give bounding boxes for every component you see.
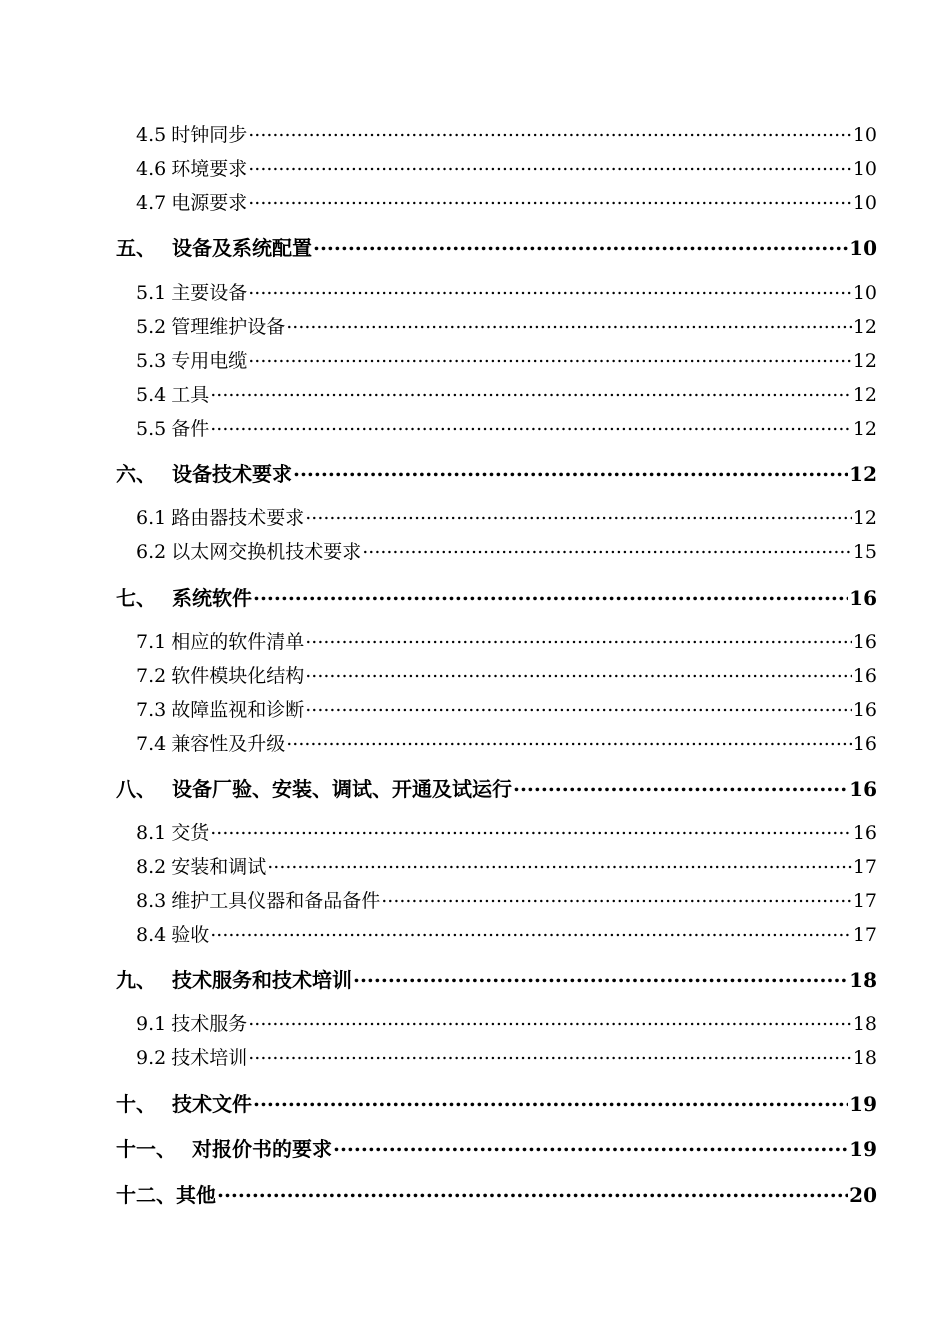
toc-entry-number: 4.6 [136, 158, 167, 180]
toc-dot-leader [248, 280, 852, 299]
toc-page-number: 16 [852, 822, 877, 844]
toc-entry-number: 4.5 [136, 124, 167, 146]
toc-entry-label [136, 818, 209, 845]
toc-page-number: 12 [852, 316, 877, 338]
toc-entry-label [136, 312, 285, 339]
toc-page-number: 17 [852, 924, 877, 946]
toc-entry-number: 9.1 [136, 1013, 167, 1035]
toc-entry-label [136, 346, 247, 373]
toc-page-number: 17 [852, 856, 877, 878]
toc-dot-leader [313, 235, 848, 255]
toc-page-number: 12 [852, 350, 877, 372]
toc-section-entry[interactable] [136, 278, 877, 305]
toc-dot-leader [248, 1011, 852, 1030]
toc-entry-label [136, 920, 209, 947]
toc-chapter-entry[interactable] [116, 1133, 877, 1162]
toc-entry-title: 技术文件 [172, 1092, 252, 1116]
toc-dot-leader [305, 629, 852, 648]
toc-entry-title: 时钟同步 [171, 124, 248, 146]
toc-entry-label [136, 278, 247, 305]
toc-entry-title: 专用电缆 [171, 350, 248, 372]
toc-dot-leader [253, 585, 848, 605]
toc-entry-label [136, 1009, 247, 1036]
toc-entry-title: 对报价书的要求 [192, 1137, 332, 1161]
toc-section-entry[interactable] [136, 729, 877, 756]
toc-entry-number: 五、 [116, 236, 156, 260]
toc-entry-title: 故障监视和诊断 [171, 699, 305, 721]
toc-section-entry[interactable] [136, 920, 877, 947]
toc-page-number: 17 [852, 890, 877, 912]
toc-entry-title: 技术服务和技术培训 [172, 968, 352, 992]
toc-entry-title: 路由器技术要求 [171, 507, 305, 529]
toc-entry-title: 技术服务 [171, 1013, 248, 1035]
toc-dot-leader [513, 776, 848, 796]
toc-entry-title: 维护工具仪器和备品备件 [171, 890, 381, 912]
toc-section-entry[interactable] [136, 346, 877, 373]
toc-entry-title: 主要设备 [171, 282, 248, 304]
toc-section-entry[interactable] [136, 661, 877, 688]
toc-page-number: 16 [849, 586, 877, 610]
toc-dot-leader [286, 731, 852, 750]
toc-page-number: 10 [852, 158, 877, 180]
toc-entry-label [116, 1088, 252, 1117]
toc-dot-leader [293, 461, 848, 481]
toc-dot-leader [333, 1136, 848, 1156]
toc-entry-number: 7.3 [136, 699, 167, 721]
toc-dot-leader [210, 820, 852, 839]
toc-section-entry[interactable] [136, 1009, 877, 1036]
toc-entry-number: 7.2 [136, 665, 167, 687]
toc-entry-title: 环境要求 [171, 158, 248, 180]
toc-entry-number: 6.1 [136, 507, 167, 529]
toc-page-number: 15 [852, 541, 877, 563]
toc-chapter-entry[interactable] [116, 232, 877, 261]
toc-chapter-entry[interactable] [116, 1088, 877, 1117]
toc-page-number: 20 [849, 1183, 877, 1207]
toc-dot-leader [248, 190, 852, 209]
toc-entry-label [116, 582, 252, 611]
toc-entry-title: 设备及系统配置 [172, 236, 312, 260]
toc-entry-number: 5.2 [136, 316, 167, 338]
toc-entry-label [136, 380, 209, 407]
toc-section-entry[interactable] [136, 380, 877, 407]
toc-entry-title: 设备技术要求 [172, 462, 292, 486]
toc-entry-number: 十二、其他 [116, 1183, 216, 1207]
toc-chapter-entry[interactable] [116, 1179, 877, 1208]
toc-entry-number: 7.4 [136, 733, 167, 755]
toc-dot-leader [248, 1045, 852, 1064]
toc-dot-leader [217, 1182, 848, 1202]
toc-section-entry[interactable] [136, 154, 877, 181]
toc-entry-label [116, 1179, 216, 1208]
toc-entry-number: 5.4 [136, 384, 167, 406]
toc-section-entry[interactable] [136, 537, 877, 564]
toc-entry-label [136, 188, 247, 215]
toc-entry-number: 十一、 [116, 1137, 176, 1161]
toc-entry-label [136, 1043, 247, 1070]
toc-entry-label [116, 232, 312, 261]
toc-dot-leader [381, 888, 852, 907]
toc-entry-number: 5.5 [136, 418, 167, 440]
toc-page-number: 18 [849, 968, 877, 992]
toc-entry-title: 系统软件 [172, 586, 252, 610]
toc-page-number: 16 [852, 733, 877, 755]
toc-entry-title: 技术培训 [171, 1047, 248, 1069]
toc-entry-label [136, 627, 304, 654]
toc-section-entry[interactable] [136, 695, 877, 722]
toc-entry-label [136, 414, 209, 441]
toc-entry-number: 6.2 [136, 541, 167, 563]
toc-entry-number: 7.1 [136, 631, 167, 653]
toc-entry-title: 管理维护设备 [171, 316, 286, 338]
toc-entry-number: 七、 [116, 586, 156, 610]
toc-entry-number: 8.1 [136, 822, 167, 844]
toc-section-entry[interactable] [136, 414, 877, 441]
toc-entry-label [136, 661, 304, 688]
toc-entry-title: 相应的软件清单 [171, 631, 305, 653]
toc-dot-leader [210, 922, 852, 941]
toc-entry-number: 5.3 [136, 350, 167, 372]
toc-section-entry[interactable] [136, 818, 877, 845]
toc-entry-number: 4.7 [136, 192, 167, 214]
toc-dot-leader [305, 663, 852, 682]
toc-page-number: 16 [852, 699, 877, 721]
toc-dot-leader [253, 1091, 848, 1111]
toc-entry-label [136, 729, 285, 756]
toc-entry-title: 安装和调试 [171, 856, 267, 878]
toc-dot-leader [210, 382, 852, 401]
toc-page-number: 10 [852, 282, 877, 304]
toc-page-number: 12 [852, 384, 877, 406]
toc-entry-number: 六、 [116, 462, 156, 486]
toc-section-entry[interactable] [136, 886, 877, 913]
toc-section-entry[interactable] [136, 1043, 877, 1070]
toc-page-number: 18 [852, 1047, 877, 1069]
toc-entry-number: 8.3 [136, 890, 167, 912]
toc-section-entry[interactable] [136, 312, 877, 339]
toc-dot-leader [267, 854, 852, 873]
toc-chapter-entry[interactable] [116, 773, 877, 802]
toc-entry-label [136, 154, 247, 181]
toc-entry-number: 九、 [116, 968, 156, 992]
toc-section-entry[interactable] [136, 120, 877, 147]
toc-chapter-entry[interactable] [116, 964, 877, 993]
toc-section-entry[interactable] [136, 188, 877, 215]
toc-dot-leader [248, 122, 852, 141]
toc-entry-number: 5.1 [136, 282, 167, 304]
toc-page-number: 16 [852, 631, 877, 653]
toc-page-number: 12 [852, 418, 877, 440]
toc-entry-title: 备件 [171, 418, 210, 440]
toc-entry-label [136, 503, 304, 530]
toc-entry-number: 八、 [116, 777, 156, 801]
toc-page-number: 16 [852, 665, 877, 687]
toc-entry-label [116, 773, 512, 802]
toc-entry-label [136, 120, 247, 147]
toc-entry-number: 8.4 [136, 924, 167, 946]
toc-entry-title: 验收 [171, 924, 210, 946]
toc-dot-leader [305, 505, 852, 524]
toc-dot-leader [362, 539, 852, 558]
toc-entry-title: 以太网交换机技术要求 [171, 541, 362, 563]
toc-dot-leader [286, 314, 852, 333]
toc-entry-title: 工具 [171, 384, 210, 406]
toc-entry-label [116, 458, 292, 487]
toc-section-entry[interactable] [136, 503, 877, 530]
toc-entry-title: 电源要求 [171, 192, 248, 214]
toc-entry-number: 9.2 [136, 1047, 167, 1069]
toc-dot-leader [305, 697, 852, 716]
toc-page-number: 10 [849, 236, 877, 260]
toc-section-entry[interactable] [136, 852, 877, 879]
toc-entry-label [136, 695, 304, 722]
toc-entry-label [116, 1133, 332, 1162]
toc-entry-title: 交货 [171, 822, 210, 844]
toc-entry-label [116, 964, 352, 993]
toc-entry-label [136, 537, 361, 564]
toc-dot-leader [248, 348, 852, 367]
toc-entry-number: 8.2 [136, 856, 167, 878]
toc-dot-leader [210, 416, 852, 435]
toc-section-entry[interactable] [136, 627, 877, 654]
toc-page-number: 12 [849, 462, 877, 486]
toc-entry-label [136, 886, 380, 913]
toc-page-number: 10 [852, 124, 877, 146]
toc-page-number: 16 [849, 777, 877, 801]
toc-page-number: 12 [852, 507, 877, 529]
toc-entry-title: 设备厂验、安装、调试、开通及试运行 [172, 777, 512, 801]
toc-page-number: 19 [849, 1137, 877, 1161]
toc-chapter-entry[interactable] [116, 582, 877, 611]
toc-page-number: 18 [852, 1013, 877, 1035]
toc-dot-leader [248, 156, 852, 175]
toc-chapter-entry[interactable] [116, 458, 877, 487]
toc-entry-title: 软件模块化结构 [171, 665, 305, 687]
toc-page-number: 19 [849, 1092, 877, 1116]
toc-page-number: 10 [852, 192, 877, 214]
toc-dot-leader [353, 967, 848, 987]
toc-entry-label [136, 852, 266, 879]
toc-entry-number: 十、 [116, 1092, 156, 1116]
toc-entry-title: 兼容性及升级 [171, 733, 286, 755]
